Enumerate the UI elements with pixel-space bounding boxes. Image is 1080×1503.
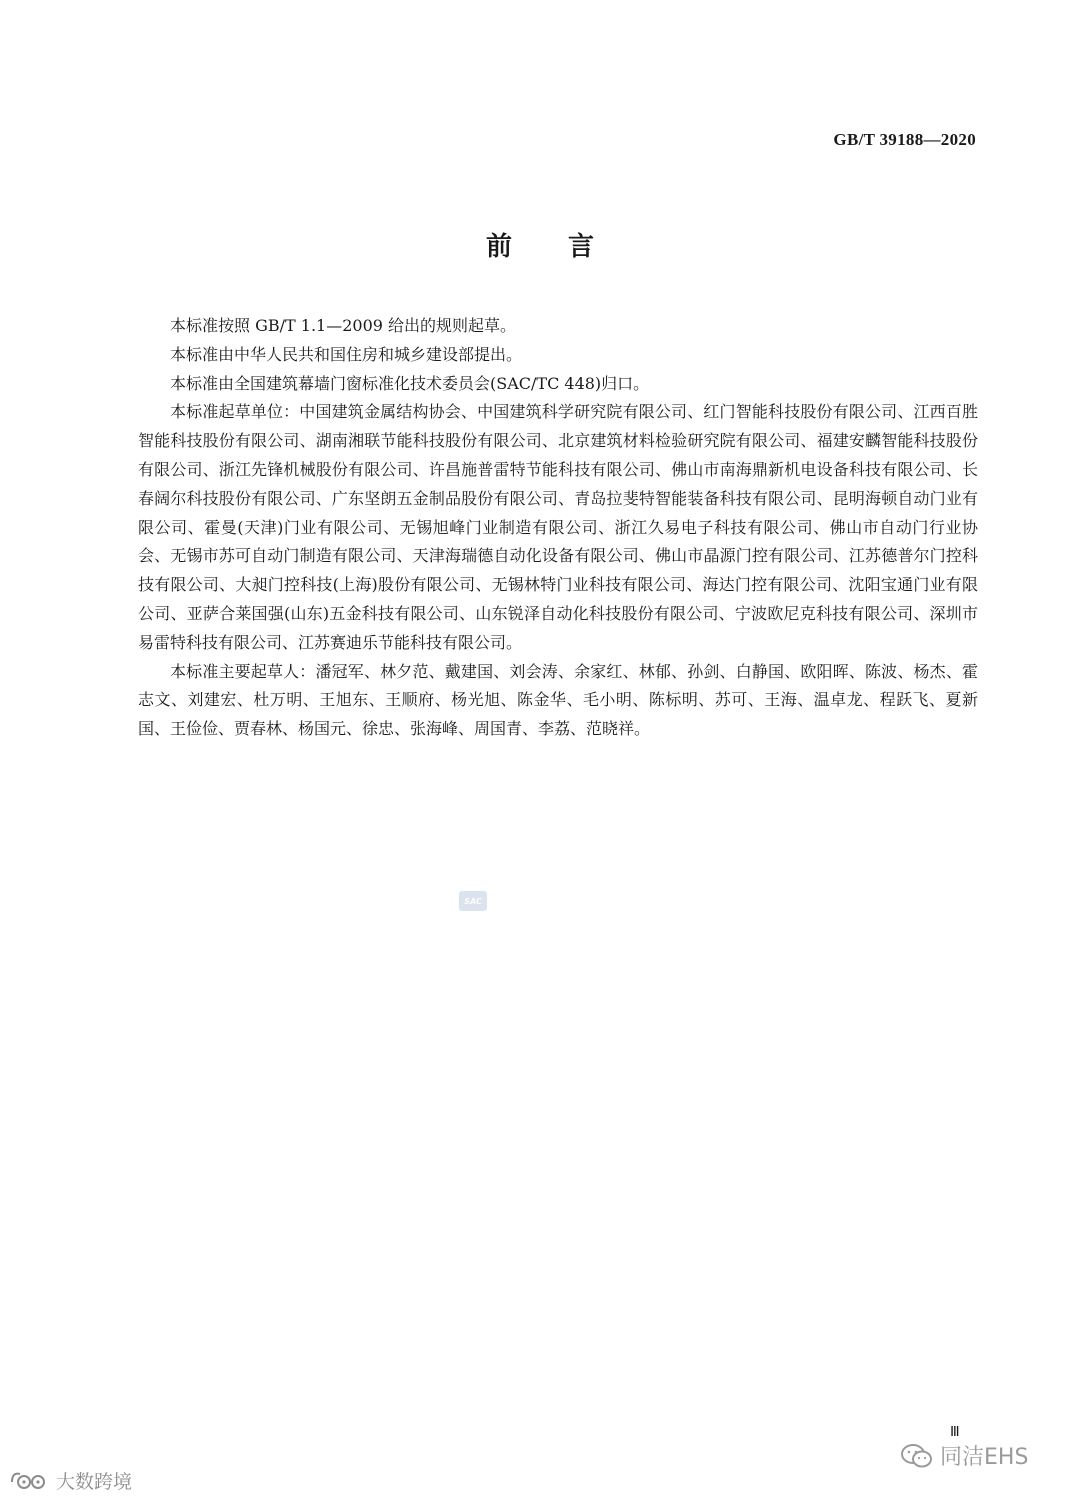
sac-watermark	[459, 891, 487, 911]
logo-icon	[6, 1468, 52, 1494]
standard-code: GB/T 39188—2020	[833, 130, 976, 149]
wechat-icon	[900, 1443, 934, 1469]
title-char-2: 言	[568, 232, 595, 262]
preface-body	[138, 312, 978, 744]
paragraph-committee: 本标准由全国建筑幕墙门窗标准化技术委员会(SAC/TC 448)归口。	[170, 373, 650, 393]
sac-watermark-text: SAC	[464, 896, 482, 906]
page-number: Ⅲ	[950, 1425, 960, 1440]
title-char-1: 前	[485, 232, 512, 262]
paragraph-drafters: 本标准主要起草人：潘冠军、林夕范、戴建国、刘会涛、余家红、林郁、孙剑、白静国、欧阳晖、陈波、杨杰、霍志文、刘建宏、杜万明、王旭东、王顺府、杨光旭、陈金华、毛小明、陈标明、苏可、王海、温卓龙、程跃飞、夏新国、王俭俭、贾春林、杨国元、徐忠、张海峰、周国青、李荔、范晓祥。	[138, 661, 978, 739]
paragraph-drafting-rules: 本标准按照 GB/T 1.1—2009 给出的规则起草。	[170, 316, 517, 335]
page-title	[0, 226, 1080, 263]
brand-right-text: 同洁EHS	[940, 1445, 1029, 1470]
paragraph-drafting-units: 本标准起草单位：中国建筑金属结构协会、中国建筑科学研究院有限公司、红门智能科技股份有限公司、江西百胜智能科技股份有限公司、湖南湘联节能科技股份有限公司、北京建筑材料检验研究院有限公司、福建安麟智能科技股份有限公司、浙江先锋机械股份有限公司、许昌施普雷特节能科技有限公司、佛山市南海鼎新机电设备科技有限公司、长春阔尔科技股份有限公司、广东坚朗五金制品股份有限公司、青岛拉斐特智能装备科技有限公司、昆明海顿自动门业有限公司、霍曼(天津)门业有限公司、无锡旭峰门业制造有限公司、浙江久易电子科技有限公司、佛山市自动门行业协会、无锡市苏可自动门制造有限公司、天津海瑞德自动化设备有限公司、佛山市晶源门控有限公司、江苏德普尔门控科技有限公司、大昶门控科技(上海)股份有限公司、无锡林特门业科技有限公司、海达门控有限公司、沈阳宝通门业有限公司、亚萨合莱国强(山东)五金科技有限公司、山东锐泽自动化科技股份有限公司、宁波欧尼克科技有限公司、深圳市易雷特科技有限公司、江苏赛迪乐节能科技有限公司。	[138, 402, 978, 652]
paragraph-proposer: 本标准由中华人民共和国住房和城乡建设部提出。	[170, 344, 523, 364]
brand-watermark-left	[6, 1467, 132, 1494]
brand-watermark-right	[900, 1440, 1028, 1471]
brand-left-text: 大数跨境	[56, 1471, 133, 1493]
